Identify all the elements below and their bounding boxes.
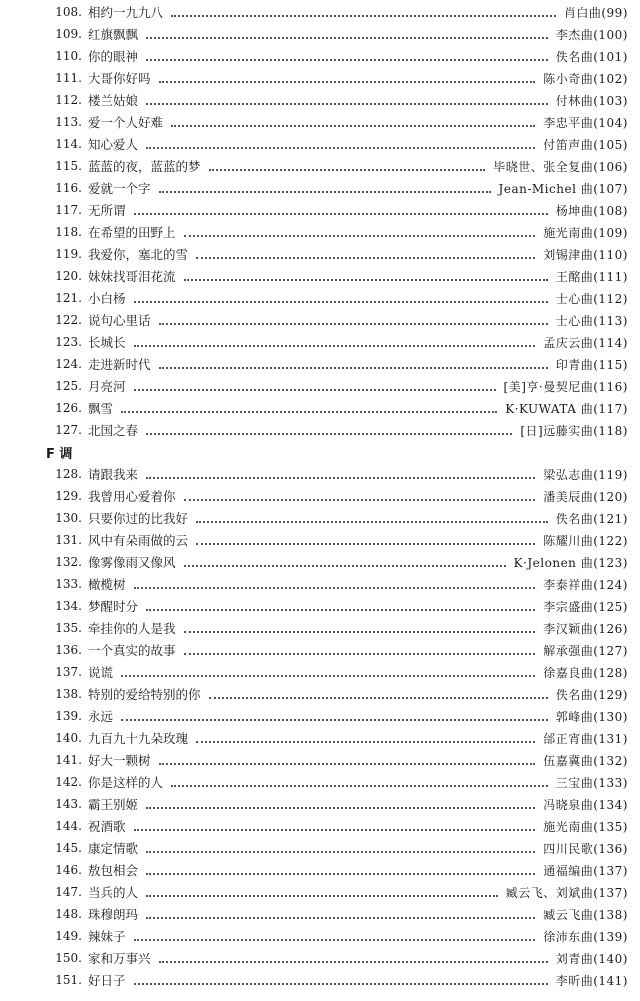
toc-entry	[0, 67, 640, 89]
entry-number: 111.	[55, 71, 82, 85]
dot-leader	[209, 696, 548, 699]
entry-number: 113.	[55, 115, 82, 129]
song-title: 永远	[88, 709, 114, 724]
toc-entry	[0, 243, 640, 265]
dot-leader	[146, 476, 535, 479]
song-title: 只要你过的比我好	[88, 511, 189, 526]
entry-number: 109.	[55, 27, 82, 41]
toc-entry	[0, 199, 640, 221]
song-title: 康定情歌	[88, 841, 139, 856]
toc-entry	[0, 111, 640, 133]
song-title: 知心爱人	[88, 137, 139, 152]
composer-page-ref: 士心曲(113)	[555, 313, 628, 328]
song-title: 红旗飘飘	[88, 27, 139, 42]
toc-entry	[0, 661, 640, 683]
toc-entry	[0, 815, 640, 837]
toc-entry	[0, 287, 640, 309]
toc-entry	[0, 617, 640, 639]
toc-entry	[0, 727, 640, 749]
entry-number: 131.	[55, 533, 82, 547]
toc-entry	[0, 155, 640, 177]
toc-entry	[0, 331, 640, 353]
entry-number: 136.	[55, 643, 82, 657]
composer-page-ref: 潘美辰曲(120)	[543, 489, 628, 504]
dot-leader	[184, 278, 548, 281]
entry-number: 120.	[55, 269, 82, 283]
entry-number: 122.	[55, 313, 82, 327]
entry-number: 134.	[55, 599, 82, 613]
dot-leader	[146, 916, 535, 919]
dot-leader	[134, 212, 548, 215]
composer-page-ref: 李杰曲(100)	[555, 27, 628, 42]
song-title: 好日子	[88, 973, 126, 988]
toc-entry	[0, 23, 640, 45]
composer-page-ref: 陈小奇曲(102)	[543, 71, 628, 86]
song-title: 梦醒时分	[88, 599, 139, 614]
entry-number: 143.	[55, 797, 82, 811]
toc-entry	[0, 595, 640, 617]
dot-leader	[121, 410, 497, 413]
entry-number: 139.	[55, 709, 82, 723]
toc-entry	[0, 859, 640, 881]
song-title: 珠穆朗玛	[88, 907, 139, 922]
toc-entry	[0, 133, 640, 155]
dot-leader	[184, 652, 536, 655]
song-title: 辣妹子	[88, 929, 126, 944]
entry-number: 118.	[55, 225, 82, 239]
song-title: 爱就一个字	[88, 181, 151, 196]
entry-number: 110.	[55, 49, 82, 63]
dot-leader	[146, 806, 535, 809]
composer-page-ref: 肖白曲(99)	[563, 5, 628, 20]
composer-page-ref: 解承强曲(127)	[543, 643, 628, 658]
toc-entry	[0, 771, 640, 793]
song-title: 小白杨	[88, 291, 126, 306]
dot-leader	[121, 718, 548, 721]
song-title: 特别的爱给特别的你	[88, 687, 201, 702]
song-title: 爱一个人好难	[88, 115, 164, 130]
dot-leader	[146, 850, 535, 853]
song-title: 妹妹找哥泪花流	[88, 269, 176, 284]
toc-entry	[0, 529, 640, 551]
toc-entry	[0, 463, 640, 485]
toc-entry	[0, 177, 640, 199]
toc-entry	[0, 1, 640, 23]
composer-page-ref: 徐嘉良曲(128)	[543, 665, 628, 680]
dot-leader	[146, 102, 548, 105]
composer-page-ref: 士心曲(112)	[555, 291, 628, 306]
toc-entry	[0, 903, 640, 925]
dot-leader	[134, 828, 536, 831]
toc-entry	[0, 89, 640, 111]
composer-page-ref: 刘锡津曲(110)	[543, 247, 628, 262]
dot-leader	[159, 80, 536, 83]
entry-number: 115.	[55, 159, 82, 173]
toc-entry	[0, 419, 640, 441]
entry-number: 119.	[55, 247, 82, 261]
song-title: 风中有朵雨做的云	[88, 533, 189, 548]
entry-number: 130.	[55, 511, 82, 525]
composer-page-ref: 佚名曲(121)	[555, 511, 628, 526]
entry-number: 144.	[55, 819, 82, 833]
song-title: 牵挂你的人是我	[88, 621, 176, 636]
composer-page-ref: 李忠平曲(104)	[543, 115, 628, 130]
song-title: 无所谓	[88, 203, 126, 218]
song-title: 走进新时代	[88, 357, 151, 372]
dot-leader	[146, 58, 548, 61]
toc-entry	[0, 705, 640, 727]
dot-leader	[196, 256, 535, 259]
composer-page-ref: 付笛声曲(105)	[543, 137, 628, 152]
entry-number: 114.	[55, 137, 82, 151]
song-title: 一个真实的故事	[88, 643, 176, 658]
dot-leader	[146, 608, 535, 611]
composer-page-ref: 施光南曲(135)	[543, 819, 628, 834]
dot-leader	[134, 586, 536, 589]
composer-page-ref: 施光南曲(109)	[543, 225, 628, 240]
entry-number: 140.	[55, 731, 82, 745]
entry-number: 149.	[55, 929, 82, 943]
toc-entry	[0, 309, 640, 331]
song-title: 说谎	[88, 665, 114, 680]
composer-page-ref: 四川民歌(136)	[543, 841, 628, 856]
entry-number: 133.	[55, 577, 82, 591]
entry-number: 145.	[55, 841, 82, 855]
entry-number: 127.	[55, 423, 82, 437]
dot-leader	[146, 432, 512, 435]
entry-number: 116.	[55, 181, 82, 195]
dot-leader	[196, 542, 535, 545]
composer-page-ref: 付林曲(103)	[555, 93, 628, 108]
composer-page-ref: 王酩曲(111)	[555, 269, 628, 284]
toc-entry	[0, 837, 640, 859]
composer-page-ref: 邰正宵曲(131)	[543, 731, 628, 746]
toc-entry	[0, 925, 640, 947]
song-title: 祝酒歌	[88, 819, 126, 834]
toc-entry	[0, 639, 640, 661]
toc-entry	[0, 749, 640, 771]
entry-number: 137.	[55, 665, 82, 679]
dot-leader	[146, 894, 498, 897]
dot-leader	[159, 762, 536, 765]
toc-entry	[0, 881, 640, 903]
dot-leader	[146, 36, 548, 39]
composer-page-ref: 佚名曲(129)	[555, 687, 628, 702]
dot-leader	[184, 234, 536, 237]
dot-leader	[159, 322, 548, 325]
composer-page-ref: 陈耀川曲(122)	[543, 533, 628, 548]
composer-page-ref: 臧云飞曲(138)	[543, 907, 628, 922]
entry-number: 108.	[55, 5, 82, 19]
song-title: 相约一九九八	[88, 5, 164, 20]
toc-entry	[0, 683, 640, 705]
toc-entry	[0, 353, 640, 375]
composer-page-ref: 伍嘉冀曲(132)	[543, 753, 628, 768]
dot-leader	[171, 14, 556, 17]
entry-number: 150.	[55, 951, 82, 965]
dot-leader	[134, 982, 548, 985]
entry-number: 147.	[55, 885, 82, 899]
dot-leader	[159, 366, 548, 369]
composer-page-ref: 梁弘志曲(119)	[543, 467, 628, 482]
dot-leader	[171, 124, 535, 127]
composer-page-ref: 杨坤曲(108)	[555, 203, 628, 218]
dot-leader	[159, 190, 491, 193]
song-title: 请跟我来	[88, 467, 139, 482]
toc-entry	[0, 573, 640, 595]
composer-page-ref: 刘青曲(140)	[555, 951, 628, 966]
toc-entry	[0, 551, 640, 573]
entry-number: 123.	[55, 335, 82, 349]
entry-number: 142.	[55, 775, 82, 789]
composer-page-ref: 毕晓世、张全复曲(106)	[493, 159, 628, 174]
dot-leader	[184, 564, 506, 567]
entry-number: 125.	[55, 379, 82, 393]
toc-entry	[0, 397, 640, 419]
entry-number: 128.	[55, 467, 82, 481]
dot-leader	[134, 300, 548, 303]
entry-number: 151.	[55, 973, 82, 987]
composer-page-ref: 李汉颖曲(126)	[543, 621, 628, 636]
composer-page-ref: 臧云飞、刘斌曲(137)	[505, 885, 628, 900]
dot-leader	[146, 872, 535, 875]
dot-leader	[209, 168, 486, 171]
song-title: 九百九十九朵玫瑰	[88, 731, 189, 746]
song-title: 长城长	[88, 335, 126, 350]
song-title: 霸王别姬	[88, 797, 139, 812]
toc-entry	[0, 265, 640, 287]
entry-number: 148.	[55, 907, 82, 921]
toc-entry	[0, 969, 640, 991]
composer-page-ref: 佚名曲(101)	[555, 49, 628, 64]
dot-leader	[171, 784, 548, 787]
entry-number: 146.	[55, 863, 82, 877]
song-title: 像雾像雨又像风	[88, 555, 176, 570]
toc-entry	[0, 793, 640, 815]
song-title: 敖包相会	[88, 863, 139, 878]
dot-leader	[134, 344, 536, 347]
entry-number: 112.	[55, 93, 82, 107]
song-title: 好大一颗树	[88, 753, 151, 768]
dot-leader	[146, 146, 535, 149]
composer-page-ref: K·KUWATA 曲(117)	[505, 401, 628, 416]
dot-leader	[134, 938, 536, 941]
dot-leader	[184, 498, 536, 501]
composer-page-ref: 李昕曲(141)	[555, 973, 628, 988]
composer-page-ref: 李宗盛曲(125)	[543, 599, 628, 614]
song-title: 说句心里话	[88, 313, 151, 328]
composer-page-ref: 通福编曲(137)	[543, 863, 628, 878]
entry-number: 141.	[55, 753, 82, 767]
entry-number: 135.	[55, 621, 82, 635]
song-title: 月亮河	[88, 379, 126, 394]
entry-number: 129.	[55, 489, 82, 503]
toc-entry	[0, 221, 640, 243]
dot-leader	[196, 740, 535, 743]
toc-entry	[0, 485, 640, 507]
entry-number: 132.	[55, 555, 82, 569]
song-title: 我曾用心爱着你	[88, 489, 176, 504]
song-title: 北国之春	[88, 423, 139, 438]
song-title: 蓝蓝的夜，蓝蓝的梦	[88, 159, 201, 174]
composer-page-ref: Jean-Michel 曲(107)	[498, 181, 628, 196]
song-title: 楼兰姑娘	[88, 93, 139, 108]
section-header-f-key: F 调	[46, 446, 73, 462]
toc-entry	[0, 45, 640, 67]
song-title: 飘雪	[88, 401, 114, 416]
song-title: 你是这样的人	[88, 775, 164, 790]
song-title: 大哥你好吗	[88, 71, 151, 86]
composer-page-ref: 三宝曲(133)	[555, 775, 628, 790]
composer-page-ref: 李泰祥曲(124)	[543, 577, 628, 592]
entry-number: 121.	[55, 291, 82, 305]
dot-leader	[184, 630, 536, 633]
composer-page-ref: 印青曲(115)	[555, 357, 628, 372]
song-title: 当兵的人	[88, 885, 139, 900]
dot-leader	[134, 388, 496, 391]
song-title: 橄榄树	[88, 577, 126, 592]
entry-number: 117.	[55, 203, 82, 217]
dot-leader	[159, 960, 548, 963]
song-title: 在希望的田野上	[88, 225, 176, 240]
composer-page-ref: [日]远藤实曲(118)	[520, 423, 628, 438]
entry-number: 124.	[55, 357, 82, 371]
song-title: 你的眼神	[88, 49, 139, 64]
composer-page-ref: 郭峰曲(130)	[555, 709, 628, 724]
dot-leader	[196, 520, 548, 523]
dot-leader	[121, 674, 535, 677]
toc-entry	[0, 947, 640, 969]
composer-page-ref: 孟庆云曲(114)	[543, 335, 628, 350]
composer-page-ref: K·Jelonen 曲(123)	[513, 555, 628, 570]
toc-entry	[0, 507, 640, 529]
song-title: 家和万事兴	[88, 951, 151, 966]
composer-page-ref: 徐沛东曲(139)	[543, 929, 628, 944]
entry-number: 138.	[55, 687, 82, 701]
composer-page-ref: 冯晓泉曲(134)	[543, 797, 628, 812]
toc-entry	[0, 375, 640, 397]
composer-page-ref: [美]亨·曼契尼曲(116)	[503, 379, 628, 394]
entry-number: 126.	[55, 401, 82, 415]
song-title: 我爱你，塞北的雪	[88, 247, 189, 262]
